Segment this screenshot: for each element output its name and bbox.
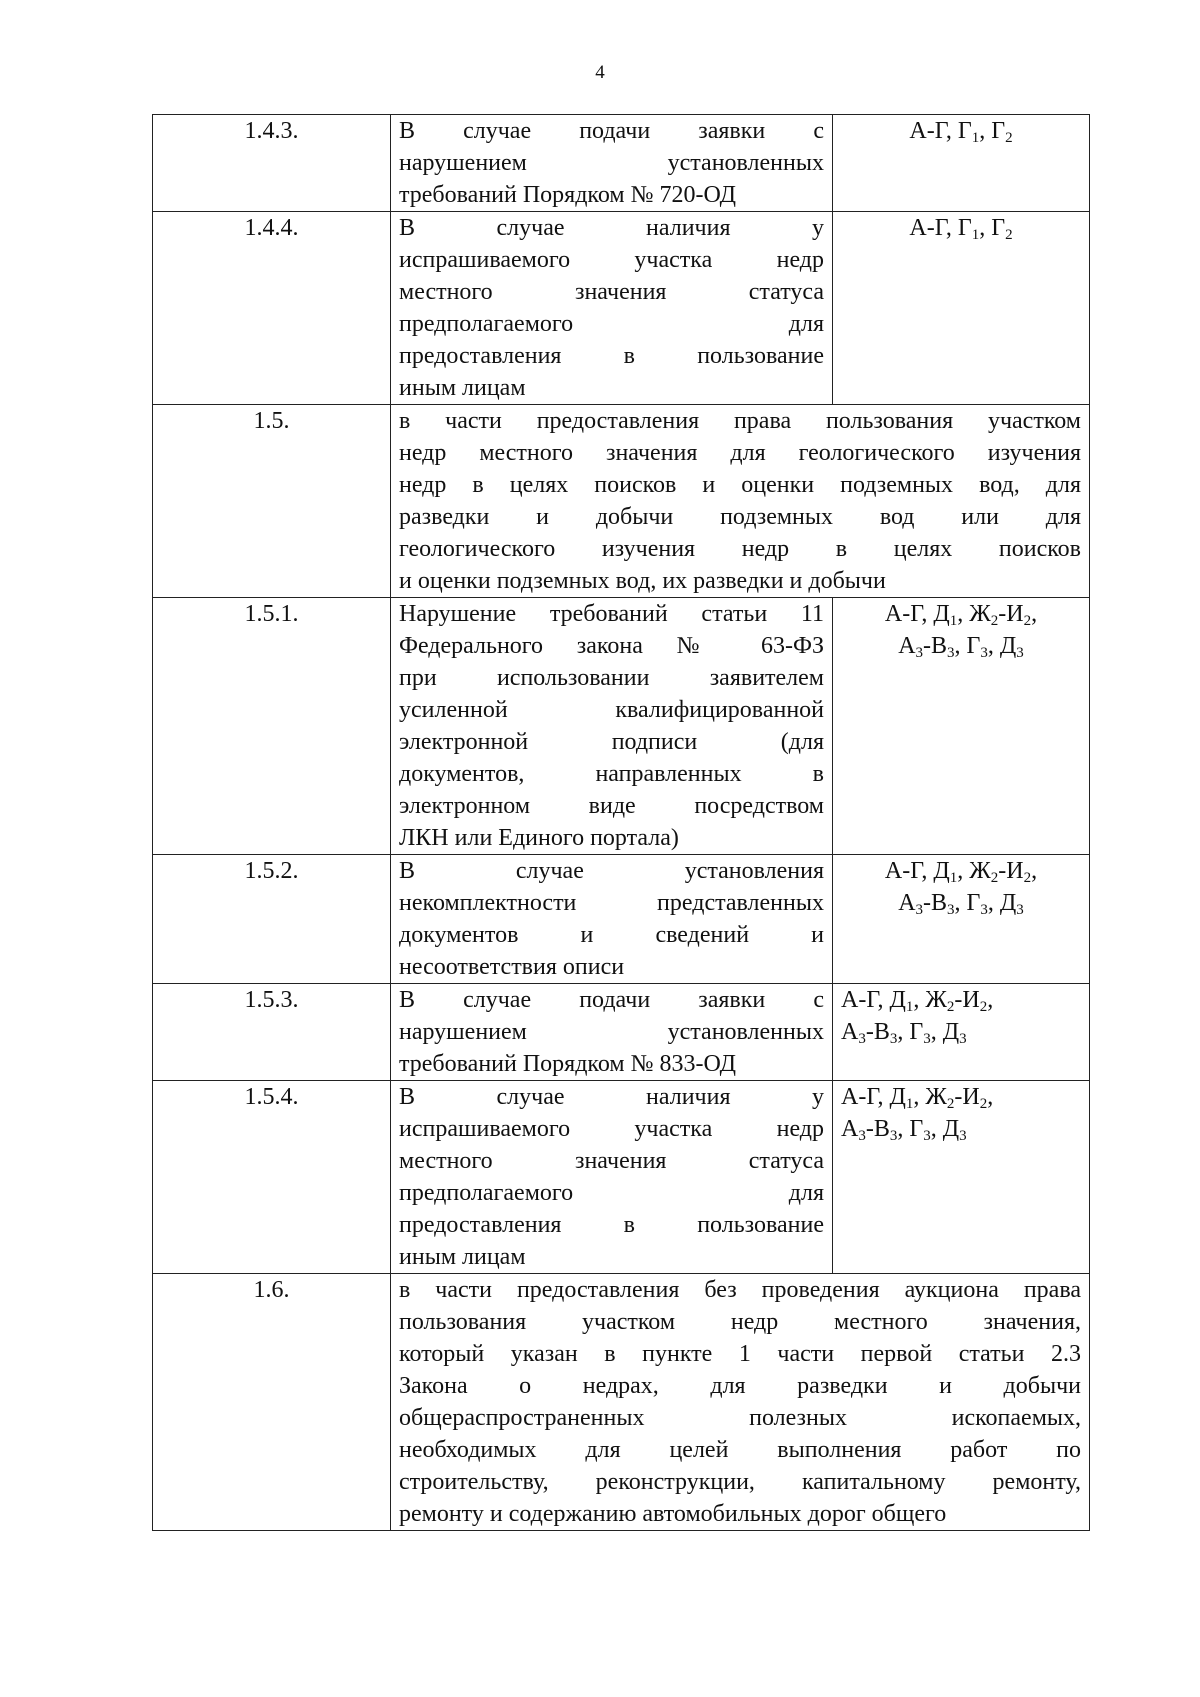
description-line: Федерального закона № 63-ФЗ <box>399 633 824 659</box>
table-row <box>153 1081 1090 1274</box>
description-line: предоставления в пользование <box>399 343 824 369</box>
description-line: пользования участком недр местного значения, <box>399 1309 1081 1335</box>
table-row <box>153 598 1090 855</box>
row-reference: А-Г, $Д_1$, $Ж_2-И_2$, $А_3-В_3$, $Г_3$, $Д_3$ <box>833 855 1090 984</box>
description-line: ремонту и содержанию автомобильных дорог общего <box>399 1501 947 1527</box>
table-row <box>153 212 1090 405</box>
description-line: усиленной квалифицированной <box>399 697 824 723</box>
description-line: в части предоставления без проведения аукциона права <box>399 1277 1081 1303</box>
row-description <box>391 598 833 855</box>
row-reference: А-Г, $Г_1$, $Г_2$ <box>833 115 1090 212</box>
table-row <box>153 855 1090 984</box>
row-description <box>391 115 833 212</box>
section-description <box>391 1274 1090 1531</box>
description-line: нарушением установленных <box>399 1019 824 1045</box>
row-description <box>391 212 833 405</box>
page-number: 4 <box>595 62 605 83</box>
row-number: 1.5.2. <box>153 855 391 984</box>
description-line: несоответствия описи <box>399 954 625 980</box>
row-description <box>391 984 833 1081</box>
description-line: недр в целях поисков и оценки подземных вод, для <box>399 472 1081 498</box>
row-reference: А-Г, $Г_1$, $Г_2$ <box>833 212 1090 405</box>
row-number: 1.5. <box>153 405 391 598</box>
row-reference: А-Г, $Д_1$, $Ж_2-И_2$, $А_3-В_3$, $Г_3$, $Д_3$ <box>833 1081 1090 1274</box>
description-line: предполагаемого для <box>399 1180 824 1206</box>
description-line: местного значения статуса <box>399 1148 824 1174</box>
description-line: общераспространенных полезных ископаемых, <box>399 1405 1081 1431</box>
description-line: местного значения статуса <box>399 279 824 305</box>
description-line: и оценки подземных вод, их разведки и добычи <box>399 568 886 594</box>
description-line: электронном виде посредством <box>399 793 824 819</box>
description-line: ЛКН или Единого портала) <box>399 825 679 851</box>
description-line: геологического изучения недр в целях поисков <box>399 536 1081 562</box>
table-row <box>153 115 1090 212</box>
description-line: В случае установления <box>399 858 824 884</box>
row-number: 1.4.4. <box>153 212 391 405</box>
description-line: предоставления в пользование <box>399 1212 824 1238</box>
row-description <box>391 1081 833 1274</box>
row-reference: А-Г, $Д_1$, $Ж_2-И_2$, $А_3-В_3$, $Г_3$, $Д_3$ <box>833 598 1090 855</box>
description-line: документов, направленных в <box>399 761 824 787</box>
description-line: требований Порядком № 720-ОД <box>399 182 736 208</box>
description-line: испрашиваемого участка недр <box>399 1116 824 1142</box>
description-line: электронной подписи (для <box>399 729 824 755</box>
description-line: при использовании заявителем <box>399 665 824 691</box>
description-line: предполагаемого для <box>399 311 824 337</box>
section-description <box>391 405 1090 598</box>
description-line: в части предоставления права пользования участком <box>399 408 1081 434</box>
description-line: некомплектности представленных <box>399 890 824 916</box>
description-line: требований Порядком № 833-ОД <box>399 1051 736 1077</box>
table-row <box>153 1274 1090 1531</box>
row-number: 1.5.1. <box>153 598 391 855</box>
row-number: 1.4.3. <box>153 115 391 212</box>
description-line: разведки и добычи подземных вод или для <box>399 504 1081 530</box>
description-line: В случае наличия у <box>399 1084 824 1110</box>
description-line: который указан в пункте 1 части первой статьи 2.3 <box>399 1341 1081 1367</box>
row-reference: А-Г, $Д_1$, $Ж_2-И_2$, $А_3-В_3$, $Г_3$, $Д_3$ <box>833 984 1090 1081</box>
description-line: необходимых для целей выполнения работ по <box>399 1437 1081 1463</box>
description-line: Закона о недрах, для разведки и добычи <box>399 1373 1081 1399</box>
description-line: В случае подачи заявки с <box>399 987 824 1013</box>
description-line: недр местного значения для геологического изучения <box>399 440 1081 466</box>
table-row <box>153 405 1090 598</box>
description-line: Нарушение требований статьи 11 <box>399 601 824 627</box>
document-table <box>152 114 1090 1531</box>
description-line: нарушением установленных <box>399 150 824 176</box>
row-number: 1.5.3. <box>153 984 391 1081</box>
row-number: 1.5.4. <box>153 1081 391 1274</box>
description-line: иным лицам <box>399 375 526 401</box>
description-line: В случае подачи заявки с <box>399 118 824 144</box>
table-row <box>153 984 1090 1081</box>
row-description <box>391 855 833 984</box>
description-line: испрашиваемого участка недр <box>399 247 824 273</box>
description-line: В случае наличия у <box>399 215 824 241</box>
description-line: иным лицам <box>399 1244 526 1270</box>
description-line: документов и сведений и <box>399 922 824 948</box>
row-number: 1.6. <box>153 1274 391 1531</box>
description-line: строительству, реконструкции, капитальному ремонту, <box>399 1469 1081 1495</box>
